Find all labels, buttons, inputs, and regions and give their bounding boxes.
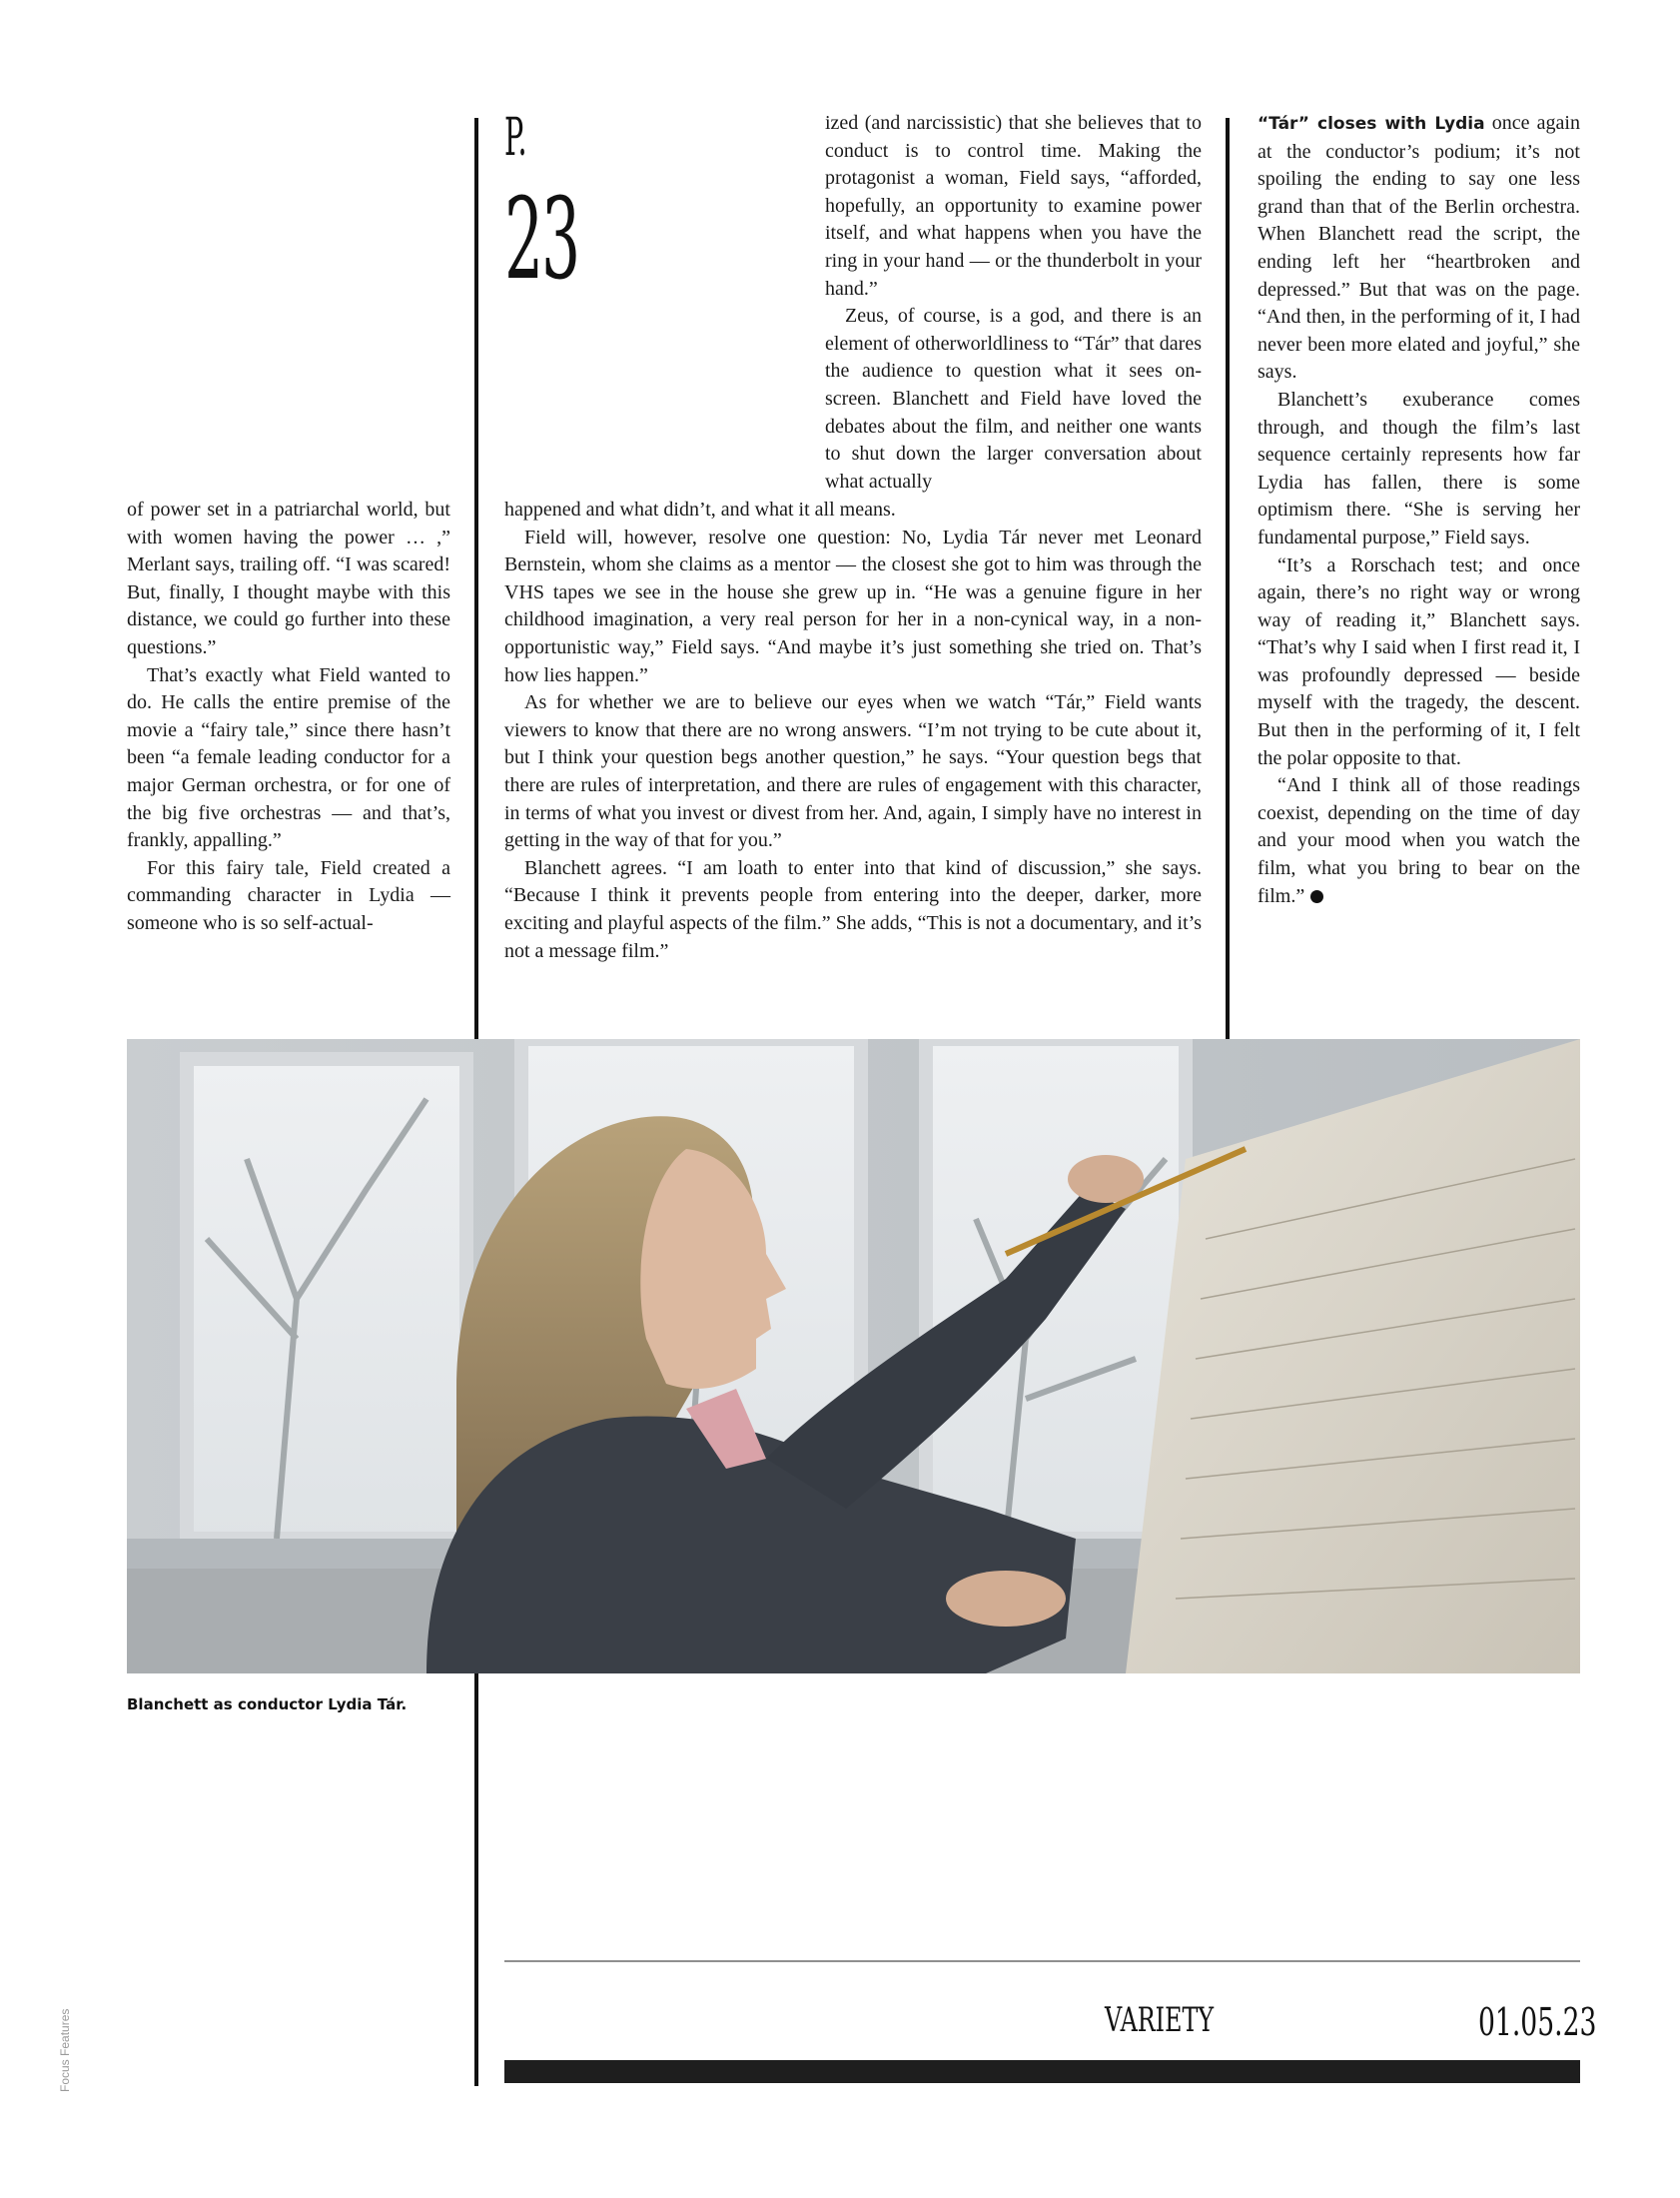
photo-credit: Focus Features <box>58 2008 72 2092</box>
footer-date: 01.05.23 <box>1478 2000 1597 2044</box>
column2-paragraph: As for whether we are to believe our eyes when we watch “Tár,” Field wants viewers to know that there are no wrong answers. “I’m not trying to be cute about it, but I think your question begs another question,” he says. “Your question begs that there are rules of interpretation, and there are rules of engagement with this character, in terms of what you invest or divest from her. And, again, I simply have no interest in getting in the way of that for you.” <box>504 691 1202 852</box>
page-number <box>504 108 594 305</box>
column3-paragraph: “It’s a Rorschach test; and once again, there’s no right way or wrong way of reading it,” Blanchett says. “That’s why I said when I first read it, I was profoundly depressed — beside myself with the tragedy, the descent. But then in the performing of it, I felt the polar opposite to that. <box>1258 553 1580 769</box>
column3-paragraph: Blanchett’s exuberance comes through, and though the film’s last sequence certainly represents how far Lydia has fallen, there is some optimism there. “She is serving her fundamental purpose,” Field says. <box>1258 388 1580 549</box>
column3-last-paragraph-text: “And I think all of those readings coexist, depending on the time of day and your mood when you watch the film, what you bring to bear on the film.” <box>1258 774 1580 907</box>
footer-bar <box>504 2060 1580 2083</box>
footer-brand: VARIETY <box>1105 2000 1215 2040</box>
column2-paragraph: Zeus, of course, is a god, and there is an element of otherworldliness to “Tár” that dares the audience to question what it sees on-screen. Blanchett and Field have loved the debates about the film, and neither one wants to shut down the larger conversation about what actually <box>825 305 1202 493</box>
page-number-prefix: P. <box>504 108 527 168</box>
column2-paragraph: happened and what didn’t, and what it all means. <box>504 499 896 521</box>
column3-first-paragraph <box>1258 110 1580 387</box>
column-divider-left <box>474 118 478 1039</box>
column1-paragraph: For this fairy tale, Field created a commanding character in Lydia — someone who is so self-actual- <box>127 856 450 934</box>
photo-illustration <box>127 1039 1580 1673</box>
column2-paragraph: ized (and narcissistic) that she believes that to conduct is to control time. Making the protagonist a woman, Field says, “afforded, hopefully, an opportunity to examine power itself, and what happens when you have the ring in your hand — or the thunderbolt in your hand.” <box>825 112 1202 300</box>
column2-paragraph: Field will, however, resolve one question: No, Lydia Tár never met Leonard Bernstein, whom she claims as a mentor — the closest she got to him was through the VHS tapes we see in the house she grew up in. “He was a genuine figure in her childhood imagination, a very real person for her in a non-cynical way, in a non-opportunistic way,” Field says. “And maybe it’s just something she tried on. That’s how lies happen.” <box>504 526 1202 686</box>
column-divider-left-lower <box>474 1673 478 2086</box>
column1-paragraph: of power set in a patriarchal world, but with women having the power … ,” Merlant says, trailing off. “I was scared! But, finally, I thought maybe with this distance, we could go further into these questions.” <box>127 499 450 658</box>
column-divider-right <box>1226 118 1230 1039</box>
column1-paragraph: That’s exactly what Field wanted to do. He calls the entire premise of the movie a “fairy tale,” since there hasn’t been “a female leading conductor for a major German orchestra, or for one of the big five orchestras — and that’s, frankly, appalling.” <box>127 663 450 852</box>
end-mark-icon <box>1310 890 1323 903</box>
article-column-3 <box>1258 110 1580 910</box>
article-photo <box>127 1039 1580 1673</box>
column3-lead-in: “Tár” closes with Lydia <box>1258 114 1485 134</box>
article-column-2-top <box>825 110 1202 496</box>
page-number-value: 23 <box>504 175 578 305</box>
article-column-1 <box>127 497 450 938</box>
photo-caption: Blanchett as conductor Lydia Tár. <box>127 1695 408 1713</box>
footer-rule <box>504 1960 1580 1962</box>
column3-first-paragraph-text: once again at the conductor’s podium; it’s not spoiling the ending to say one less grand than that of the Berlin orchestra. When Blanchett read the script, the ending left her “heartbroken and depressed.” But that was on the page. “And then, in the performing of it, I had never been more elated and joyful,” she says. <box>1258 112 1580 384</box>
article-column-2-wide <box>504 497 1202 965</box>
column2-paragraph: Blanchett agrees. “I am loath to enter into that kind of discussion,” she says. “Because I think it prevents people from entering into the deeper, darker, more exciting and playful aspects of the film.” She adds, “This is not a documentary, and it’s not a message film.” <box>504 856 1202 962</box>
column3-last-paragraph <box>1258 772 1580 910</box>
